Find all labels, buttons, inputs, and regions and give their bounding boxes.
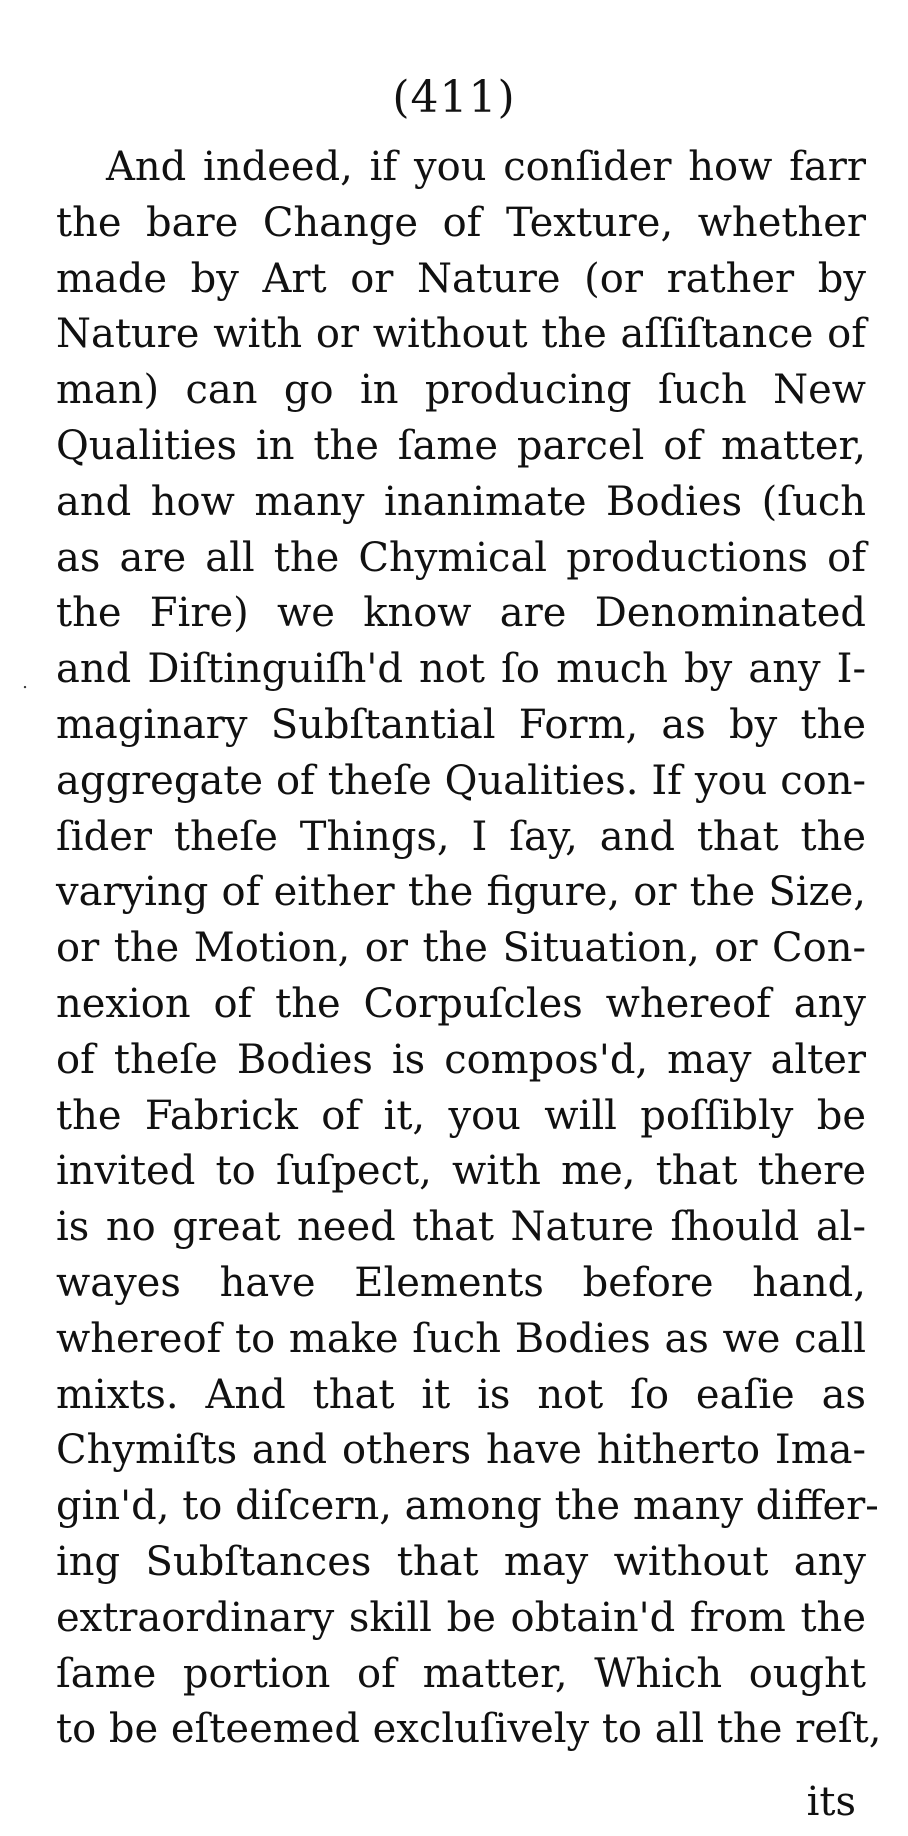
text-line: wayes have Elements before hand, [56, 1259, 866, 1306]
text-line: ing Subſtances that may without any [56, 1538, 866, 1585]
text-line: ſame portion of matter, Which ought [56, 1650, 866, 1697]
page-number: (411) [392, 72, 516, 123]
text-line: the bare Change of Texture, whether [56, 199, 866, 246]
text-line: and Diſtinguiſh'd not ſo much by any I- [56, 646, 866, 693]
text-line: extraordinary skill be obtain'd from the [56, 1594, 866, 1641]
text-line: And indeed, if you conſider how farr [106, 144, 866, 190]
text-line: and how many inanimate Bodies (ſuch [56, 478, 866, 525]
text-line: to be eſteemed excluſively to all the reſt, [56, 1706, 882, 1753]
text-line: is no great need that Nature ſhould al- [56, 1204, 866, 1251]
text-line: maginary Subſtantial Form, as by the [56, 701, 866, 748]
text-line: whereof to make ſuch Bodies as we call [56, 1315, 866, 1362]
text-line: made by Art or Nature (or rather by [56, 255, 866, 302]
text-line: Nature with or without the aſſiſtance of [56, 311, 866, 358]
text-line: varying of either the figure, or the Size, [56, 869, 866, 916]
text-line: the Fabrick of it, you will poſſibly be [56, 1092, 866, 1139]
text-line: Chymiſts and others have hitherto Ima- [56, 1427, 866, 1474]
body-text [56, 140, 882, 1758]
text-line: man) can go in producing ſuch New [56, 367, 866, 414]
text-line: or the Motion, or the Situation, or Con- [56, 925, 866, 972]
text-line: as are all the Chymical productions of [56, 534, 866, 581]
stray-ink-mark: ․ [22, 672, 29, 693]
text-line: invited to ſuſpect, with me, that there [56, 1148, 866, 1195]
text-line: the Fire) we know are Denominated [56, 590, 866, 637]
text-line: nexion of the Corpuſcles whereof any [56, 980, 866, 1027]
text-line: mixts. And that it is not ſo eaſie as [56, 1371, 866, 1418]
text-line: Qualities in the ſame parcel of matter, [56, 422, 866, 469]
text-line: ſider theſe Things, I ſay, and that the [56, 813, 866, 860]
text-line: gin'd, to diſcern, among the many differ- [56, 1483, 879, 1530]
text-line: of theſe Bodies is compos'd, may alter [56, 1036, 866, 1083]
text-line: aggregate of theſe Qualities. If you con- [56, 757, 866, 804]
catchword: its [806, 1779, 856, 1825]
